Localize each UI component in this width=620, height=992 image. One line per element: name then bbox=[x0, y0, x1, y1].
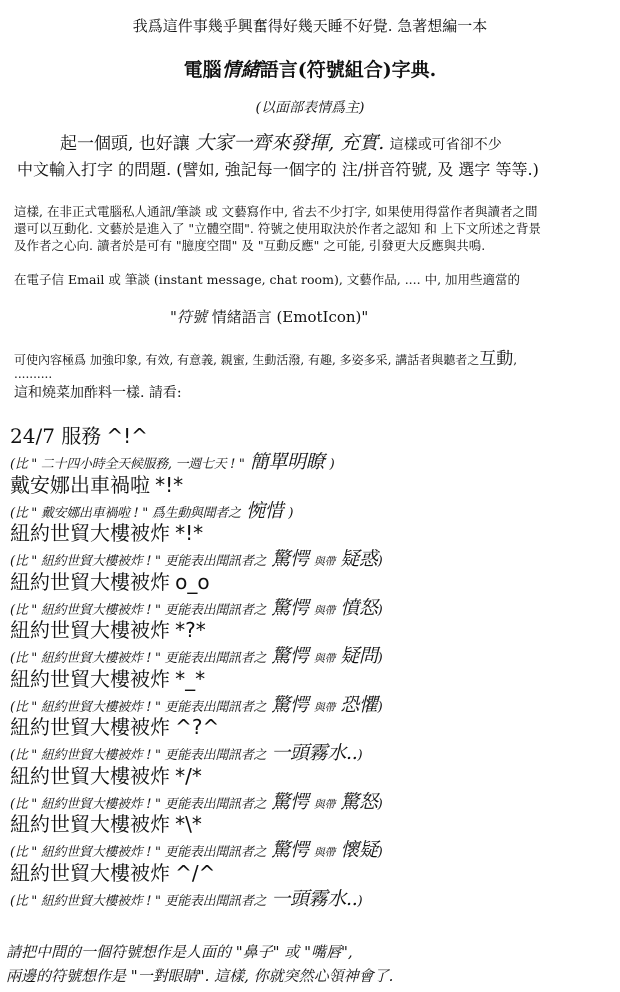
emoticon-code: ^/^ bbox=[175, 860, 216, 885]
example-note-emphasis-2: 懷疑 bbox=[340, 839, 378, 861]
para1-line-3: 及作者之心向. 讀者於是可有 "臆度空間" 及 "互動反應" 之可能, 引發更大反應與共鳴. bbox=[14, 238, 486, 253]
emoticon-title bbox=[170, 309, 368, 326]
example-note-emphasis-2: 驚怒 bbox=[340, 790, 378, 813]
example-note-text: (比 " 紐約世貿大樓被炸 ! " 更能表出聞訊者之 bbox=[10, 796, 267, 812]
example-main-5 bbox=[10, 619, 206, 642]
example-main-6 bbox=[10, 668, 205, 691]
closing-line-2: 兩邊的符號想作是 "一對眼睛". 這樣, 你就突然心領神會了. bbox=[6, 967, 394, 985]
example-note-4 bbox=[10, 598, 382, 620]
example-note-10 bbox=[10, 889, 362, 911]
example-note-close: ) bbox=[377, 845, 383, 860]
example-main-1 bbox=[10, 425, 148, 448]
intro-part-c: 這樣或可省卻不少 bbox=[389, 137, 502, 153]
example-text: 紐約世貿大樓被炸 bbox=[10, 521, 170, 545]
example-note-5 bbox=[10, 646, 382, 668]
para1-line-1: 這樣, 在非正式電腦私人通訊/筆談 或 文藝寫作中, 省去不少打字, 如果使用得當作者與讀者之間 bbox=[14, 204, 538, 219]
example-note-text: (比 " 戴安娜出車禍啦 ! " 爲生動與聞者之 bbox=[10, 505, 241, 521]
emoticon-code: *!* bbox=[155, 472, 184, 497]
header-line-1: 我爲這件事幾乎興奮得好幾天睡不好覺. 急著想編一本 bbox=[132, 17, 488, 35]
example-text: 紐約世貿大樓被炸 bbox=[10, 715, 170, 739]
example-note-emphasis-1: 驚愕 bbox=[271, 596, 309, 619]
example-main-3 bbox=[10, 522, 203, 545]
para1-line-2: 還可以互動化. 文藝於是進入了 "立體空間". 符號之使用取決於作者之認知 和 上下文所述之背景 bbox=[14, 221, 541, 236]
intro-part-a: 起一個頭, 也好讓 bbox=[60, 134, 190, 154]
example-note-close: ) bbox=[377, 796, 383, 812]
title-part-computer: 電腦 bbox=[183, 59, 222, 81]
para3-line-2: .......... bbox=[14, 367, 53, 381]
example-text: 紐約世貿大樓被炸 bbox=[10, 860, 170, 885]
example-note-connector: 與帶 bbox=[313, 846, 336, 859]
example-note-close: ) bbox=[329, 457, 335, 472]
example-note-connector: 與帶 bbox=[313, 603, 336, 617]
emoticon-title-text: 情緒語言 (EmotIcon) bbox=[206, 308, 362, 326]
example-note-close: ) bbox=[357, 893, 363, 909]
example-text: 紐約世貿大樓被炸 bbox=[10, 666, 170, 691]
example-note-close: ) bbox=[377, 602, 383, 618]
example-note-1 bbox=[10, 452, 334, 474]
para3-line-3: 這和燒菜加酢料一樣. 請看: bbox=[14, 385, 182, 401]
example-note-8 bbox=[10, 792, 382, 814]
header-title bbox=[0, 60, 620, 82]
example-note-text: (比 " 紐約世貿大樓被炸 ! " 更能表出聞訊者之 bbox=[10, 602, 267, 618]
header-subtitle: (以面部表情爲主) bbox=[255, 100, 365, 116]
example-note-text: (比 " 紐約世貿大樓被炸 ! " 更能表出聞訊者之 bbox=[10, 893, 267, 909]
para2-line-1: 在電子信 Email 或 筆談 (instant message, chat room), 文藝作品, .... 中, 加用些適當的 bbox=[14, 272, 521, 287]
example-text: 紐約世貿大樓被炸 bbox=[10, 618, 170, 642]
example-text: 紐約世貿大樓被炸 bbox=[10, 763, 170, 788]
example-note-text: (比 " 二十四小時全天候服務, 一週七天 ! " bbox=[10, 457, 245, 472]
emoticon-code: *_* bbox=[175, 666, 206, 691]
example-note-3 bbox=[10, 549, 382, 571]
example-note-text: (比 " 紐約世貿大樓被炸 ! " 更能表出聞訊者之 bbox=[10, 651, 267, 666]
example-note-text: (比 " 紐約世貿大樓被炸 ! " 更能表出聞訊者之 bbox=[10, 845, 267, 860]
example-note-emphasis-1: 驚愕 bbox=[271, 839, 309, 861]
example-note-connector: 與帶 bbox=[313, 700, 336, 714]
example-note-emphasis-2: 一頭霧水.. bbox=[271, 887, 358, 910]
example-note-connector: 與帶 bbox=[313, 797, 336, 811]
example-note-text: (比 " 紐約世貿大樓被炸 ! " 更能表出聞訊者之 bbox=[10, 699, 267, 715]
closing-line-1: 請把中間的一個符號想作是人面的 "鼻子" 或 "嘴唇", bbox=[6, 943, 353, 961]
example-note-close: ) bbox=[288, 505, 294, 521]
example-note-emphasis-2: 恐懼 bbox=[340, 693, 378, 716]
example-note-close: ) bbox=[377, 554, 383, 569]
para3-part-interaction: 互動 bbox=[479, 349, 514, 369]
example-note-text: (比 " 紐約世貿大樓被炸 ! " 更能表出聞訊者之 bbox=[10, 748, 267, 763]
example-note-6 bbox=[10, 695, 382, 717]
emoticon-title-quote-open: " bbox=[170, 308, 177, 326]
example-note-emphasis-2: 憤怒 bbox=[340, 596, 378, 619]
emoticon-code: *?* bbox=[175, 618, 206, 642]
example-note-connector: 與帶 bbox=[313, 555, 336, 568]
emoticon-code: */* bbox=[175, 763, 202, 788]
example-text: 24/7 服務 bbox=[10, 424, 102, 448]
example-note-connector: 惋惜 bbox=[245, 499, 284, 522]
example-main-10 bbox=[10, 862, 215, 885]
title-part-emotion: 情緒 bbox=[221, 59, 260, 81]
example-note-emphasis-2: 疑問 bbox=[340, 645, 378, 667]
emoticon-title-symbol: 符號 bbox=[176, 308, 207, 326]
example-note-emphasis-2: 疑惑 bbox=[340, 548, 378, 570]
para3-part-a: 可使內容極爲 加強印象, 有效, 有意義, 親蜜, 生動活潑, 有趣, 多姿多采, 講話者與聽者之 bbox=[14, 353, 480, 367]
example-main-2 bbox=[10, 474, 183, 497]
example-note-emphasis-1: 驚愕 bbox=[271, 645, 309, 667]
example-note-text: (比 " 紐約世貿大樓被炸 ! " 更能表出聞訊者之 bbox=[10, 554, 267, 569]
emoticon-code: o_o bbox=[175, 569, 210, 594]
emoticon-title-quote-close: " bbox=[361, 308, 369, 326]
intro-part-emphasis: 大家一齊來發揮, 充實. bbox=[195, 132, 385, 154]
example-note-9 bbox=[10, 840, 382, 862]
example-main-4 bbox=[10, 571, 210, 594]
example-note-close: ) bbox=[377, 699, 383, 715]
example-note-emphasis-1: 驚愕 bbox=[271, 693, 309, 716]
example-note-close: ) bbox=[377, 651, 383, 666]
example-note-7 bbox=[10, 743, 362, 765]
example-main-7 bbox=[10, 716, 219, 739]
emoticon-code: *\* bbox=[175, 812, 202, 836]
example-main-8 bbox=[10, 765, 202, 788]
example-note-emphasis-2: 一頭霧水.. bbox=[271, 742, 358, 764]
example-main-9 bbox=[10, 813, 202, 836]
example-text: 紐約世貿大樓被炸 bbox=[10, 569, 170, 594]
example-note-emphasis-1: 驚愕 bbox=[271, 548, 309, 570]
emoticon-code: ^!^ bbox=[106, 424, 148, 448]
example-note-connector: 簡單明瞭 bbox=[249, 451, 325, 473]
example-text: 戴安娜出車禍啦 bbox=[10, 472, 150, 497]
para3-line-1 bbox=[14, 350, 517, 370]
intro-line-1 bbox=[60, 133, 502, 155]
para3-part-c: , bbox=[513, 353, 518, 367]
intro-line-2: 中文輸入打字 的問題. (譬如, 強記每一個字的 注/拼音符號, 及 選字 等等.) bbox=[17, 160, 539, 179]
emoticon-code: ^?^ bbox=[175, 715, 220, 739]
emoticon-code: *!* bbox=[175, 521, 204, 545]
example-note-close: ) bbox=[357, 748, 363, 763]
example-text: 紐約世貿大樓被炸 bbox=[10, 812, 170, 836]
title-part-rest: 語言(符號組合)字典. bbox=[259, 59, 437, 81]
example-note-emphasis-1: 驚愕 bbox=[271, 790, 309, 813]
example-note-connector: 與帶 bbox=[313, 652, 336, 665]
example-note-2 bbox=[10, 501, 293, 523]
